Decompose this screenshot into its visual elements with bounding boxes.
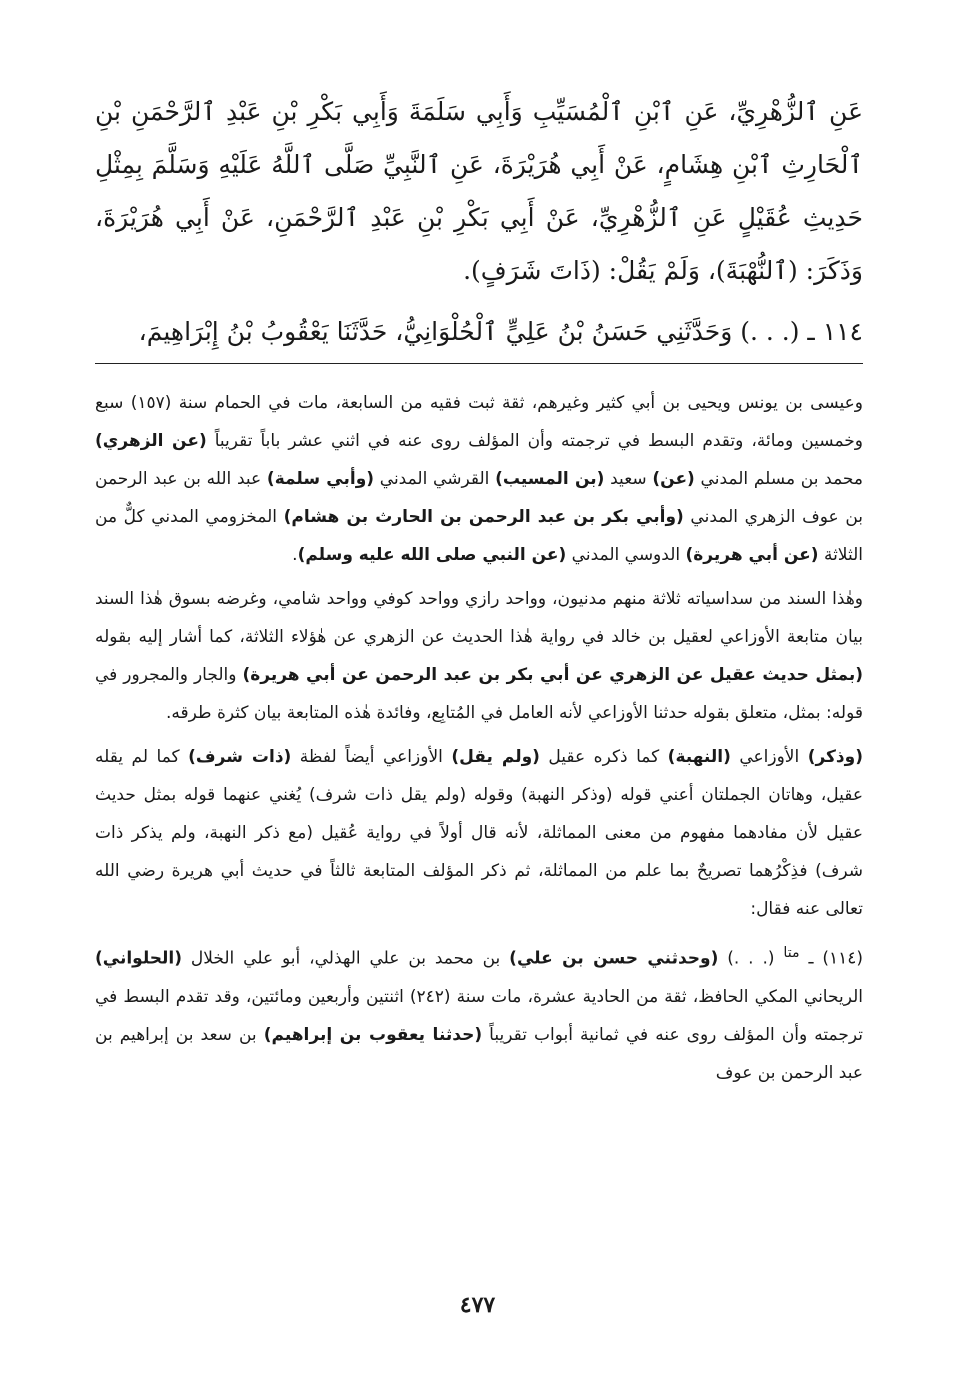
bold-quote: (بن المسيب)	[495, 469, 605, 489]
text-run: القرشي المدني	[374, 469, 496, 489]
text-run: سعيد	[604, 469, 653, 489]
bold-quote: (عن أبي هريرة)	[685, 545, 819, 565]
text-run: كما لم يقله عقيل، وهاتان الجملتان أعني قوله (وذكر النهبة) وقوله (ولم يقل ذات شرف) يُغني عنهما قوله بمثل حديث عقيل لأن مفادهما مفهوم من معنى المماثلة، لأنه قال أولاً في رواية عُقيل (مع ذكر النهبة، ولم يذكر ذات شرف) فذِكْرُهما تصريحٌ بما علم من المماثلة، ثم ذكر المؤلف المتابعة ثالثاً في حديث أبي هريرة رضي الله تعالى عنه فقال:	[95, 747, 863, 919]
text-run: الريحاني المكي الحافظ، ثقة من الحادية عشرة، مات سنة (٢٤٢) اثنتين وأربعين ومائتين، وقد تقدم البسط في ترجمته وأن المؤلف روى عنه في ثمانية أبواب تقريباً	[95, 986, 863, 1045]
text-run: (. . .)	[718, 948, 784, 969]
text-run: محمد بن مسلم المدني	[694, 469, 864, 489]
bold-quote: (بمثل حديث عقيل عن الزهري عن أبي بكر بن عبد الرحمن عن أبي هريرة)	[242, 665, 863, 685]
commentary-paragraph-1	[95, 384, 863, 574]
text-run: كما ذكره عقيل	[539, 747, 668, 767]
bold-quote: (عن الزهري)	[95, 431, 207, 451]
text-run: والجار والمجرور في قوله: بمثل، متعلق بقوله حدثنا الأوزاعي لأنه العامل في المُتابِع، وفائدة هٰذه المتابعة بيان كثرة طرقه.	[95, 665, 863, 723]
bold-quote: (النهبة)	[667, 747, 731, 767]
text-run: بن محمد بن علي الهذلي، أبو علي الخلال	[182, 948, 510, 969]
text-run: بن سعد بن إبراهيم بن عبد الرحمن بن عوف	[95, 1024, 863, 1083]
bold-quote: (وحدثني حسن بن علي)	[509, 948, 719, 969]
commentary-paragraph-4	[95, 934, 863, 1092]
separator-line	[95, 363, 863, 364]
bold-quote: (وأبي سلمة)	[266, 469, 375, 489]
text-run: الأوزاعي	[730, 747, 808, 767]
bold-quote: (وأبي بكر بن عبد الرحمن بن الحارث بن هشام)	[283, 507, 684, 527]
commentary-text	[95, 384, 863, 1092]
commentary-paragraph-2	[95, 580, 863, 732]
symbol-mark: متا	[783, 945, 800, 961]
hadith-text	[95, 85, 863, 358]
hadith-paragraph-2: ١١٤ ـ (. . .) وَحَدَّثَنِي حَسَنُ بْنُ عَلِيٍّ ٱلْحُلْوَانِيُّ، حَدَّثَنَا يَعْقُوبُ بْنُ إِبْرَاهِيمَ،	[138, 317, 863, 346]
bold-quote: (الحلواني)	[95, 948, 183, 969]
hadith-paragraph-1: عَنِ ٱلزُّهْرِيِّ، عَنِ ٱبْنِ ٱلْمُسَيِّبِ وَأَبِي سَلَمَةَ وَأَبِي بَكْرِ بْنِ عَبْدِ ٱلرَّحْمَنِ بْنِ ٱلْحَارِثِ ٱبْنِ هِشَامٍ، عَنْ أَبِي هُرَيْرَةَ، عَنِ ٱلنَّبِيِّ صَلَّى ٱللَّهُ عَلَيْهِ وَسَلَّمَ بِمِثْلِ حَدِيثِ عُقَيْلٍ عَنِ ٱلزُّهْرِيِّ، عَنْ أَبِي بَكْرِ بْنِ عَبْدِ ٱلرَّحْمَنِ، عَنْ أَبِي هُرَيْرَةَ، وَذَكَرَ: (ٱلنُّهْبَةَ)، وَلَمْ يَقُلْ: (ذَاتَ شَرَفٍ).	[95, 97, 863, 285]
page-number: ٤٧٧	[459, 1292, 496, 1318]
bold-quote: (عن النبي صلى الله عليه وسلم)	[297, 545, 567, 565]
text-run: الأوزاعي أيضاً لفظة	[291, 747, 452, 767]
bold-quote: (ذات شرف)	[188, 747, 292, 767]
bold-quote: (ولم يقل)	[451, 747, 540, 767]
bold-quote: (وذكر)	[807, 747, 863, 767]
text-run: الدوسي المدني	[566, 545, 686, 565]
bold-quote: (عن)	[652, 469, 695, 489]
bold-quote: (حدثنا يعقوب بن إبراهيم)	[263, 1024, 483, 1045]
text-run: المخزومي المدني كلٌّ من الثلاثة	[95, 507, 863, 565]
commentary-paragraph-3	[95, 738, 863, 928]
text-run: وهٰذا السند من سداسياته ثلاثة منهم مدنيون، وواحد رازي وواحد كوفي وواحد شامي، وغرضه بسوق هٰذا السند بيان متابعة الأوزاعي لعقيل بن خالد في رواية هٰذا الحديث عن الزهري عن هٰؤلاء الثلاثة، كما أشار إليه بقوله	[95, 589, 863, 647]
text-run: .	[292, 545, 298, 565]
text-run: (١١٤) ـ	[799, 948, 863, 969]
text-run: وعيسى بن يونس ويحيى بن أبي كثير وغيرهم، ثقة ثبت فقيه من السابعة، مات في الحمام سنة (١٥٧) سبع وخمسين ومائة، وتقدم البسط في ترجمته وأن المؤلف روى عنه في اثني عشر باباً تقريباً	[95, 393, 863, 451]
text-run: عبد الله بن عبد الرحمن بن عوف الزهري المدني	[95, 469, 863, 527]
